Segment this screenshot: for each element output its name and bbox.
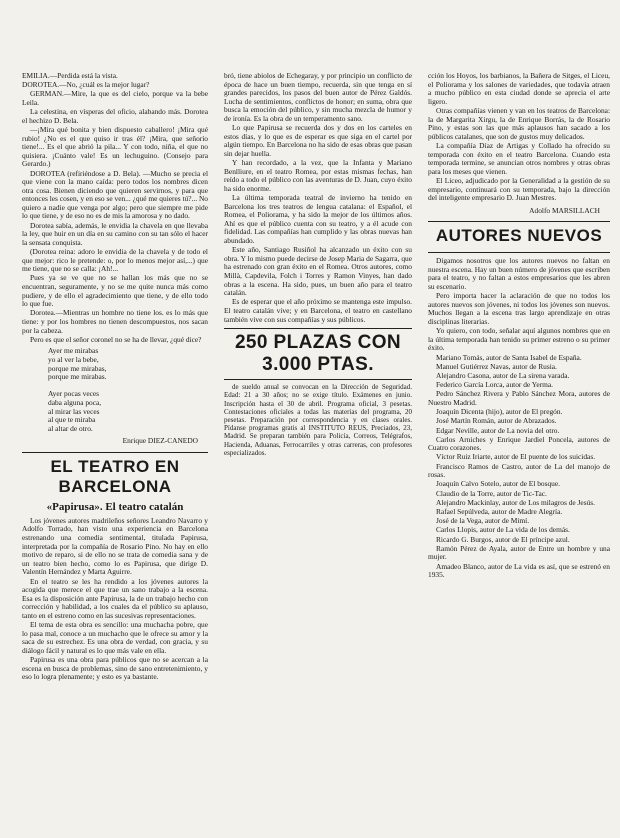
intro-text <box>22 72 208 344</box>
paragraph: Pues ya se ve que no se hallan los más que no se encuentran, seguramente, y no se me quite nunca más como pudiere, y de ello el agradecimiento que tiene, y de ello todo lo que fue. <box>22 273 208 309</box>
ad-body: de sueldo anual se convocan en la Dirección de Seguridad. Edad: 21 a 30 años; no se exige título. Exámenes en junio. Inscripción hasta el 30 de abril. Programa oficial, 3 pesetas. Contestaciones oficiales a todas las materias del programa, 20 pesetas. Preparación por correspondencia y en clases orales. Pídanse programas gratis al INSTITUTO REUS, Preciados, 23, Madrid. Se preparan también para Policía, Correos, Telégrafos, Hacienda, Aduanas, Ferrocarriles y otras carreras, con profesores especializados. <box>224 383 412 457</box>
list-item: Federico García Lorca, autor de Yerma. <box>436 380 553 390</box>
paragraph: Pero es que el señor coronel no se ha de llevar, ¿qué dice? <box>30 334 202 344</box>
paragraph: Digamos nosotros que los autores nuevos no faltan en nuestra escena. Hay un buen número de jóvenes que escriben para el teatro, y no faltan a estos empresarios que les abren su escenario. <box>428 256 610 292</box>
divider <box>22 452 208 453</box>
list-item: Edgar Neville, autor de La novia del otro. <box>436 425 560 435</box>
list-item: Alejandro Casona, autor de La sirena varada. <box>436 370 570 380</box>
column-2 <box>224 72 412 838</box>
list-item: Alejandro Mackinlay, autor de Los milagros de Jesús. <box>436 497 595 507</box>
paragraph: Otras compañías vienen y van en los teatros de Barcelona: la de Margarita Xirgu, la de Enrique Borrás, la de Rosario Pino, y estas son las que más aplausos han sacado a los públicos catalanes, que son de gustos muy delicados. <box>428 105 610 141</box>
paragraph: Papirusa es una obra para públicos que no se acercan a la escena en busca de problemas, sino de sano entretenimiento, y eso lo logra plenamente; y esto es ya bastante. <box>22 655 208 682</box>
list-item: Ramón Pérez de Ayala, autor de Entre un hombre y una mujer. <box>428 543 610 562</box>
list-item: Rafael Sepúlveda, autor de Madre Alegría. <box>436 507 563 516</box>
paragraph: La compañía Díaz de Artigas y Collado ha ofrecido su temporada con éxito en el teatro Barcelona. Cuando esta temporada termine, se anuncian otros nombres y otras obras para los meses que vienen. <box>428 140 610 176</box>
paragraph: Yo quiero, con todo, señalar aquí algunos nombres que en la última temporada han tenido su primer estreno o su primer éxito. <box>428 326 610 353</box>
list-item: Ricardo G. Burgos, autor de El príncipe azul. <box>436 534 570 544</box>
list-item: Pedro Sánchez Rivera y Pablo Sánchez Mora, autores de Nuestro Madrid. <box>428 389 610 407</box>
paragraph: DOROTEA.—No, ¿cuál es la mejor lugar? <box>22 80 150 90</box>
list-item: Carlos Arniches y Enrique Jardiel Poncela, autores de Cuatro corazones. <box>428 434 610 453</box>
paragraph: El tema de esta obra es sencillo: una muchacha pobre, que lo pasa mal, conoce a un muchacho que le ofrece su amor y la saca de su estrechez. Es una obra de verdad, con gracia, y su diálogo fácil y natural es lo que más vale en ella. <box>22 620 208 655</box>
signature: Enrique DIEZ-CANEDO <box>122 436 198 446</box>
paragraph: Este año, Santiago Rusiñol ha alcanzado un éxito con su obra. Y lo mismo puede decirse de Josep Maria de Sagarra, que ha estrenado con gran éxito en el Romea. Otros autores, como Millà, Capdevila, Folch i Torres y Ramon Vinyes, han dado obras a la escena. Ha sido, pues, un buen año para el teatro catalán. <box>224 245 412 298</box>
paragraph: Dorotea.—Mientras un hombre no tiene los. es lo más que tiene: y por los hombres no tienen descompuestos, nos sacan por la cabeza. <box>22 308 208 335</box>
paragraph: Dorotea sabía, además, le envidia la chavela en que llevaba la ley, que huir en un día en su camino con su tan sólo el hacer la sensata conquista. <box>22 220 208 247</box>
paragraph: bró, tiene abiolos de Echegaray, y por principio un conflicto de época de hace un buen tiempo, recuerda, sin que tenga en sí grandes parecidos, los pasos del buen autor de Pérez Galdós. Lucha de sentimientos, conflictos de honor; en suma, obra que busca la emoción del público, y sin mucha mezcla de humor y de ironía. Es la obra de un temperamento sano. <box>224 72 412 123</box>
paragraph: En el teatro se les ha rendido a los jóvenes autores la acogida que merece el que trae un sano trabajo a la escena. Esa es la disposición ante Papirusa, la de un trabajo hecho con corrección y habilidad, a los cuales da el público su aplauso, tanto en el estreno como en las sucesivas representaciones. <box>22 576 208 620</box>
paragraph: El Liceo, adjudicado por la Generalidad a la gestión de su empresario, continuará con su temporada, bajo la dirección del inteligente empresario D. Juan Mestres. <box>428 175 610 203</box>
ad-border-mid <box>224 379 412 380</box>
ad-border-top <box>224 328 412 329</box>
paragraph: La celestina, en vísperas del oficio, alabando más. Dorotea el hechizo D. Bela. <box>22 107 208 125</box>
list-item: Carlos Llopis, autor de La vida de los demás. <box>436 525 570 535</box>
list-item: Manuel Gutiérrez Navas, autor de Rusia. <box>436 361 557 371</box>
divider <box>428 252 610 253</box>
list-item: Joaquín Calvo Sotelo, autor de El bosque. <box>436 479 560 489</box>
paragraph: EMILIA.—Perdida está la vista. <box>22 72 118 80</box>
signature: Adolfo MARSILLACH <box>529 205 600 215</box>
paragraph: Pero importa hacer la aclaración de que no todos los autores nuevos son jóvenes, ni todos los jóvenes son nuevos. Muchos llegan a la escena tras largo aprendizaje en otras disciplinas literarias. <box>428 291 610 327</box>
divider <box>428 221 610 222</box>
paragraph: Y han recordado, a la vez, que la Infanta y Mariano Benlliure, en el teatro Romea, por estas mismas fechas, han reído a todo el público con las aventuras de D. Juan, cuyo éxito ha sido enorme. <box>224 158 412 193</box>
paragraph: (Dorotea reina: adoro le envidia de la chavela y de todo el que mejor: rico le pretende: o, por lo menos mejor así,...) que me tiene, que no se calla: ¡Ah!... <box>22 247 208 274</box>
section-title: EL TEATRO EN BARCELONA <box>50 456 180 496</box>
verse: Ayer me mirabas yo al ver la bebe, porque me mirabas, porque me mirabas. Ayer pocas veces daba alguna poca, al mirar las veces al que te miraba al altar de otro. <box>48 346 107 433</box>
list-item: Francisco Ramos de Castro, autor de La del manojo de rosas. <box>428 461 610 480</box>
paragraph: —¡Mira qué bonita y bien dispuesto caballero! ¡Mira qué rubio! ¿No es el que quiso ir tras él? ¡Mira, que señorío tiene!... Es el que abrió la pila... Y con todo, niña, el que no quisiera. ¡Cuánto vale! Es un lechuguino. (Consejo para Gerardo.) <box>22 124 208 169</box>
list-item: Víctor Ruiz Iriarte, autor de El puente de los suicidas. <box>436 452 596 462</box>
ad-headline: 250 PLAZAS CON 3.000 PTAS. <box>234 332 402 376</box>
column-1 <box>22 72 208 838</box>
advertisement <box>224 328 412 457</box>
paragraph: La última temporada teatral de invierno ha tenido en Barcelona los tres teatros de lengua catalana: el Español, el Romea, el Poliorama, y ha sido la mejor de los últimos años. Ahí es que el público cuenta con su teatro, y a él acude con fidelidad. Las compañías han cumplido y las obras nuevas han abundado. <box>224 193 412 246</box>
paragraph: DOROTEA (refiriéndose a D. Bela). —Mucho se precia el que viene con la mano caída: pero todos los nombres dicen otra cosa. Bienen diciendo que quieren servirnos, y para que entonces les cosen, y en eso se ven... ¿qué me quieres tú?... No quiero a nadie que venga por algo; pero que siempre me pide lo que tiene, y de eso no es de mis la amorosa y no dado. <box>22 168 208 221</box>
list-item: Mariano Tomás, autor de Santa Isabel de España. <box>436 352 582 362</box>
paragraph: Lo que Papirusa se recuerda dos y dos en los carteles en estos días, y lo que es de esperar es que siga en el cartel por algún tiempo. En Barcelona no ha sido de esas obras que pasan sin dejar huella. <box>224 123 412 158</box>
paragraph: cción los Hoyos, los barbianos, la Bañera de Sitges, el Liceu, el Poliorama y los salones de variedades, que todavía atraen a mucho público en esta ciudad donde se aprecia el arte ligero. <box>428 72 610 106</box>
paragraph: Los jóvenes autores madrileños señores Leandro Navarro y Adolfo Torrado, han visto una experiencia en Barcelona estrenando una comedia sentimental, titulada Papirusa, interpretada por la compañía de Rosario Pino. No hay en ello motivo de reparo, si de ello no se trata de comedia sana y de un teatro bien hecho, como lo es Papirusa, que dirige D. Valentín Hernández y Marta Aguirre. <box>22 515 208 577</box>
list-item: Claudio de la Torre, autor de Tic-Tac. <box>436 488 547 498</box>
list-item: Amadeo Blanco, autor de La vida es así, que se estrenó en 1935. <box>428 561 610 580</box>
list-item: José Martín Román, autor de Abrazados. <box>436 416 557 426</box>
paragraph: Es de esperar que el año próximo se mantenga este impulso. El teatro catalán vive; y en Barcelona, el teatro en castellano también vive con sus compañías y sus públicos. <box>224 297 412 324</box>
list-item: José de la Vega, autor de Mimí. <box>436 516 530 526</box>
column-3 <box>428 72 610 838</box>
subheading: «Papirusa». El teatro catalán <box>46 500 184 513</box>
list-item: Joaquín Dicenta (hijo), autor de El pregón. <box>436 407 563 417</box>
paragraph: GERMAN.—Mire, la que es del cielo, porque va la bebe Leila. <box>22 89 208 107</box>
section-title: AUTORES NUEVOS <box>435 226 603 246</box>
